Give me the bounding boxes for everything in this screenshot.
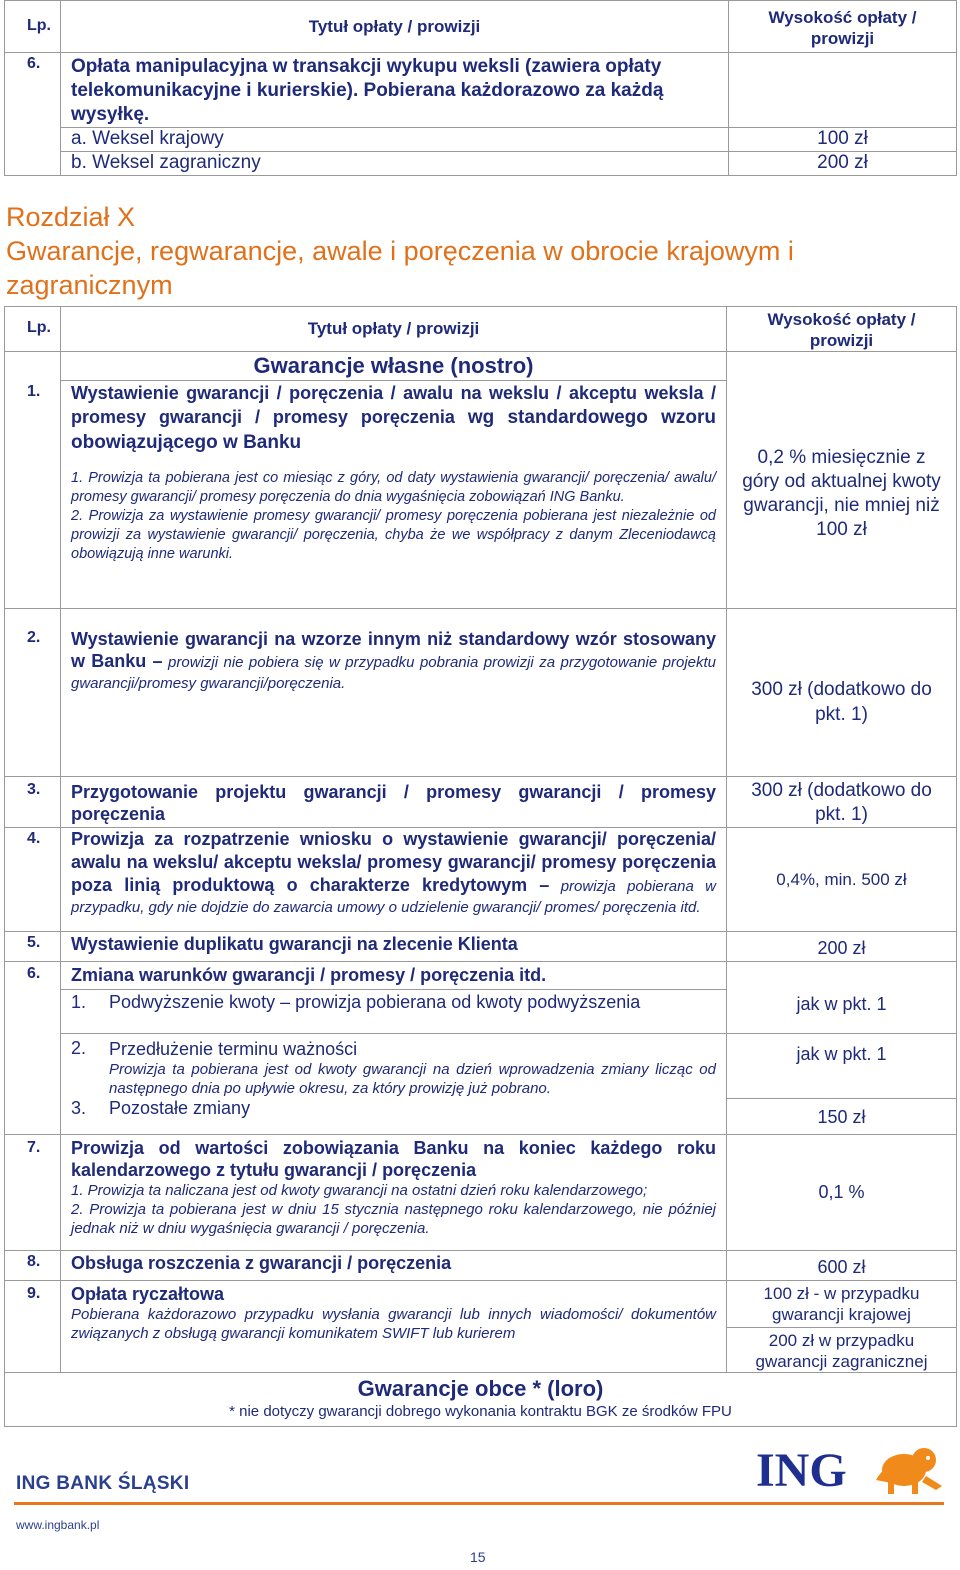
row-9-fee-foreign: 200 zł w przypadku gwarancji zagranicznej	[755, 1330, 928, 1371]
row-6-sub-1-text: prowizja pobierana od kwoty podwyższenia	[295, 992, 641, 1012]
row-7-note-2: 2. Prowizja ta pobierana jest w dniu 15 stycznia następnego roku kalendarzowego, nie później jednak niż w dniu wygaśnięcia gwarancji / poręczenia.	[71, 1200, 716, 1237]
bill-foreign-label: b. Weksel zagraniczny	[61, 152, 729, 176]
row-number: 6.	[5, 962, 61, 990]
row-3-title: Przygotowanie projektu gwarancji / promesy gwarancji / promesy poręczenia	[61, 777, 727, 828]
row-number: 1.	[5, 381, 61, 609]
row-6-sub-1	[61, 990, 727, 1034]
row-1-fee: 0,2 % miesięcznie z góry od aktualnej kwoty gwarancji, nie mniej niż 100 zł	[727, 381, 957, 609]
row-number: 7.	[5, 1134, 61, 1250]
row-number: 2.	[5, 629, 61, 777]
bill-domestic-label: a. Weksel krajowy	[61, 128, 729, 152]
row-number: 5.	[5, 932, 61, 962]
header-title: Tytuł opłaty / prowizji	[61, 307, 727, 352]
row-6-sub-2-fee: jak w pkt. 1	[727, 1034, 957, 1099]
row-6-sub-1-fee: jak w pkt. 1	[727, 990, 957, 1034]
footer-divider	[14, 1502, 944, 1505]
row-1-title: Wystawienie gwarancji / poręczenia / awalu na wekslu / akceptu weksla / promesy gwarancji / promesy poręczenia	[71, 383, 716, 427]
section-foreign-title: Gwarancje obce * (loro)	[357, 1375, 604, 1401]
section-foreign-guarantees	[5, 1372, 957, 1426]
row-number: 8.	[5, 1250, 61, 1280]
page-number: 15	[470, 1549, 486, 1565]
row-7-title: Prowizja od wartości zobowiązania Banku na koniec każdego roku kalendarzowego z tytułu gwarancji / poręczenia	[71, 1137, 716, 1180]
header-title: Tytuł opłaty / prowizji	[61, 1, 729, 53]
row-7-content	[61, 1134, 727, 1250]
row-number: 9.	[5, 1280, 61, 1372]
row-6-sub-2	[61, 1034, 727, 1099]
row-4-fee: 0,4%, min. 500 zł	[727, 828, 957, 932]
row-9-content	[61, 1280, 727, 1372]
row-6-sub-3-num: 3.	[71, 1098, 87, 1118]
bill-foreign-fee: 200 zł	[729, 152, 957, 176]
footer-url[interactable]: www.ingbank.pl	[16, 1518, 100, 1532]
header-fee: Wysokość opłaty / prowizji	[729, 1, 957, 53]
chapter-heading	[6, 200, 946, 302]
row-2-fee: 300 zł (dodatkowo do pkt. 1)	[727, 629, 957, 777]
row-1-title-tail: wg standardowego wzoru obowiązującego w Banku	[71, 407, 716, 453]
row-number: 6.	[5, 53, 61, 128]
row-9-title: Opłata ryczałtowa	[71, 1283, 225, 1304]
row-6-title: Zmiana warunków gwarancji / promesy / poręczenia itd.	[61, 962, 727, 990]
row-9-fee-domestic: 100 zł - w przypadku gwarancji krajowej	[727, 1281, 956, 1328]
row-9-fees	[727, 1280, 957, 1372]
row-fee-empty	[729, 53, 957, 128]
row-9-note: Pobierana każdorazowo przypadku wysłania gwarancji lub innych wiadomości/ dokumentów związanych z obsługą gwarancji komunikatem SWIFT lub kurierem	[71, 1305, 716, 1342]
row-8-title: Obsługa roszczenia z gwarancji / poręczenia	[61, 1250, 727, 1280]
row-6-sub-2-note: Prowizja ta pobierana jest od kwoty gwarancji na dzień wprowadzenia zmiany licząc od następnego dnia po upływie okresu, za który prowizję już pobrano.	[109, 1061, 716, 1097]
row-6-sub-3-text: Pozostałe zmiany	[109, 1098, 251, 1118]
bill-domestic-fee: 100 zł	[729, 128, 957, 152]
row-6-sub-2-text: Przedłużenie terminu ważności	[109, 1039, 358, 1059]
row-6-sub-3	[61, 1098, 727, 1134]
row-8-fee: 600 zł	[727, 1250, 957, 1280]
section-own-guarantees: Gwarancje własne (nostro)	[61, 352, 727, 381]
row-4-content	[61, 828, 727, 932]
row-title: Opłata manipulacyjna w transakcji wykupu weksli (zawiera opłaty telekomunikacyjne i kurierskie). Pobierana każdorazowo za każdą wysyłkę.	[61, 53, 729, 128]
header-fee: Wysokość opłaty / prowizji	[727, 307, 957, 352]
row-2-note: prowizji nie pobiera się w przypadku pobrania prowizji za przygotowanie projektu gwarancji/promesy gwarancji/poręczenia.	[71, 653, 717, 692]
row-1-note-2: 2. Prowizja za wystawienie promesy gwarancji/ promesy poręczenia pobierana jest niezależnie od prowizji za wystawienie gwarancji/ poręczenia, chyba że we współpracy z danym Zleceniodawcą obowiązują inne warunki.	[71, 508, 716, 562]
section-foreign-note: * nie dotyczy gwarancji dobrego wykonania kontraktu BGK ze środków FPU	[229, 1402, 732, 1420]
header-lp: Lp.	[5, 307, 61, 352]
row-1-note-1: 1. Prowizja ta pobierana jest co miesiąc z góry, od daty wystawienia gwarancji/ poręczenia/ awalu/ promesy gwarancji/ promesy poręczenia do dnia wygaśnięcia zobowiązań ING Banku.	[71, 470, 716, 505]
row-6-sub-2-num: 2.	[71, 1038, 87, 1058]
row-number: 3.	[5, 777, 61, 828]
row-4-title: Prowizja za rozpatrzenie wniosku o wystawienie gwarancji/ poręczenia/ awalu na wekslu/ akceptu weksla/ promesy gwarancji/ promesy poręczenia poza linią produktową o charakterze kredytowym –	[71, 829, 716, 895]
row-6-sub-3-fee: 150 zł	[727, 1098, 957, 1134]
row-7-note-1: 1. Prowizja ta naliczana jest od kwoty gwarancji na ostatni dzień roku kalendarzowego;	[71, 1181, 648, 1199]
chapter-title: Gwarancje, regwarancje, awale i poręczenia w obrocie krajowym i zagranicznym	[6, 236, 794, 300]
row-4-note: prowizja pobierana w przypadku, gdy nie dojdzie do zawarcia umowy o udzielenie gwarancji/ promes/ poręczenia itd.	[71, 878, 716, 916]
header-lp: Lp.	[5, 1, 61, 53]
fee-table-guarantees	[4, 306, 957, 1427]
row-6-sub-1-bold: Podwyższenie kwoty –	[109, 992, 291, 1012]
row-7-fee: 0,1 %	[727, 1134, 957, 1250]
row-6-sub-1-num: 1.	[71, 992, 87, 1012]
ing-logo	[756, 1440, 946, 1498]
row-number: 4.	[5, 828, 61, 932]
chapter-number: Rozdział X	[6, 202, 136, 232]
row-2-content	[61, 629, 727, 777]
footer-bank-name: ING BANK ŚLĄSKI	[16, 1473, 190, 1494]
row-2-title: Wystawienie gwarancji na wzorze innym niż standardowy wzór stosowany w Banku –	[71, 628, 716, 671]
fee-table-top	[4, 0, 957, 176]
ing-lion-icon	[756, 1440, 946, 1498]
row-5-title: Wystawienie duplikatu gwarancji na zlecenie Klienta	[61, 932, 727, 962]
row-1-content	[61, 381, 727, 609]
row-5-fee: 200 zł	[727, 932, 957, 962]
ing-logo-text: ING	[756, 1444, 847, 1497]
row-3-fee: 300 zł (dodatkowo do pkt. 1)	[727, 777, 957, 828]
